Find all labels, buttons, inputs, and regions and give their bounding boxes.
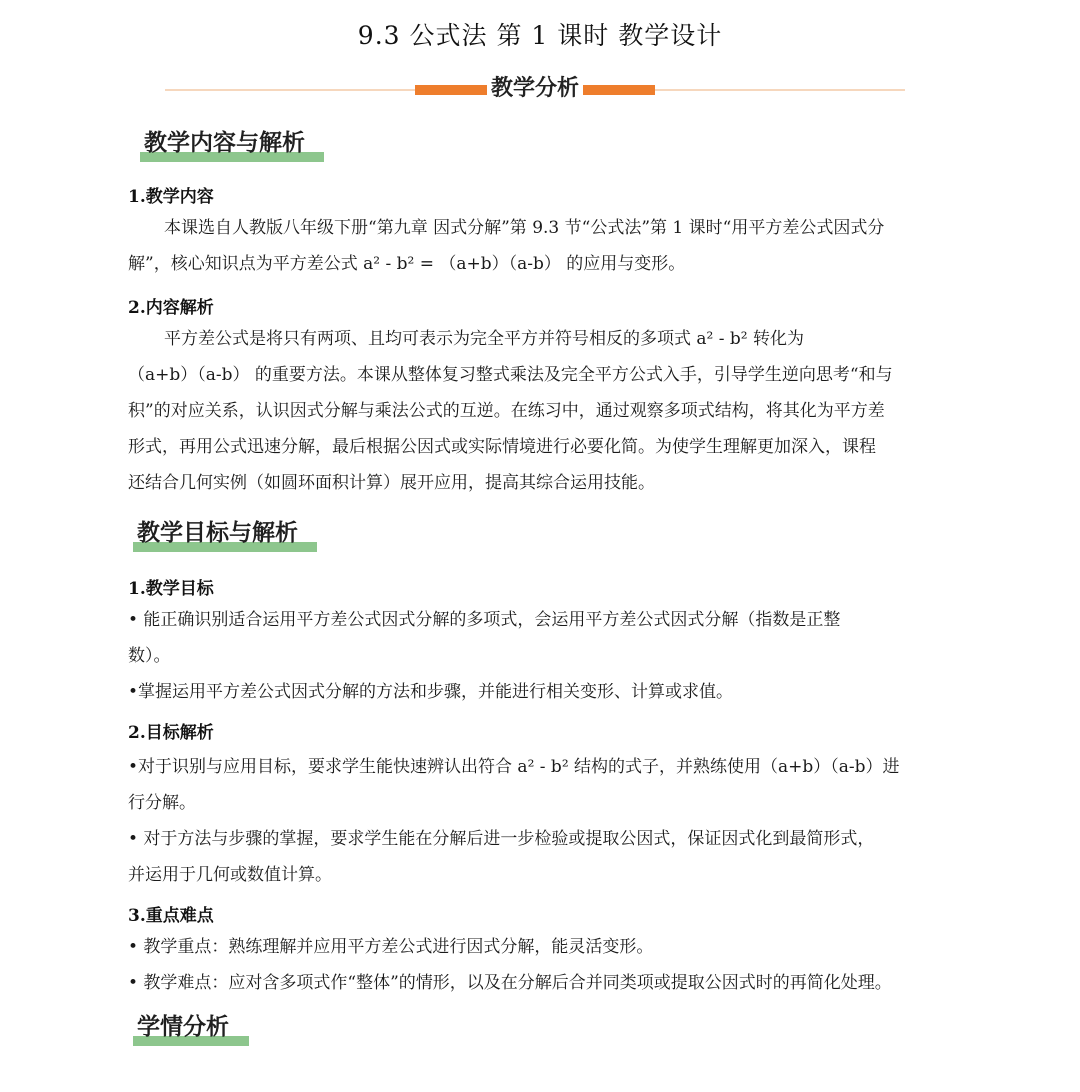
paragraph-line: • 对于方法与步骤的掌握，要求学生能在分解后进一步检验或提取公因式，保证因式化到最简形式， (128, 829, 875, 849)
paragraph-content-analysis (128, 321, 958, 501)
banner-label: 教学分析 (487, 72, 583, 108)
paragraph-line: 形式，再用公式迅速分解，最后根据公因式或实际情境进行必要化简。为使学生理解更加深入，课程 (128, 437, 876, 457)
heading-learner-analysis: 学情分析 (133, 1012, 251, 1046)
subheading-key-points: 3.重点难点 (128, 906, 214, 926)
paragraph-line: 并运用于几何或数值计算。 (128, 865, 332, 885)
paragraph-goal-analysis (128, 749, 958, 893)
document-title: 9.3 公式法 第 1 课时 教学设计 (357, 21, 723, 50)
banner-right-bar (583, 85, 655, 95)
paragraph-line: •掌握运用平方差公式因式分解的方法和步骤，并能进行相关变形、计算或求值。 (128, 682, 734, 702)
subheading-goal-analysis: 2.目标解析 (128, 723, 214, 743)
paragraph-line: • 教学重点：熟练理解并应用平方差公式进行因式分解，能灵活变形。 (128, 937, 654, 957)
paragraph-line: 还结合几何实例（如圆环面积计算）展开应用，提高其综合运用技能。 (128, 473, 655, 493)
heading-teaching-content: 教学内容与解析 (140, 128, 326, 162)
paragraph-line: 数）。 (128, 646, 171, 666)
paragraph-line: 行分解。 (128, 793, 196, 813)
paragraph-key-points (128, 929, 958, 1001)
paragraph-content (128, 210, 958, 282)
paragraph-line: 积”的对应关系，认识因式分解与乘法公式的互逆。在练习中，通过观察多项式结构，将其化为平方差 (128, 401, 885, 421)
paragraph-line: 平方差公式是将只有两项、且均可表示为完全平方并符号相反的多项式 a² - b² 转化为 (164, 329, 805, 349)
subheading-goals: 1.教学目标 (128, 579, 214, 599)
paragraph-line: • 能正确识别适合运用平方差公式因式分解的多项式，会运用平方差公式因式分解（指数是正整 (128, 610, 841, 630)
section-banner (165, 72, 905, 108)
banner-left-bar (415, 85, 487, 95)
heading-teaching-goals: 教学目标与解析 (133, 518, 319, 552)
paragraph-goals (128, 602, 958, 710)
paragraph-line: 本课选自人教版八年级下册“第九章 因式分解”第 9.3 节“公式法”第 1 课时“用平方差公式因式分 (164, 218, 885, 238)
paragraph-line: •对于识别与应用目标，要求学生能快速辨认出符合 a² - b² 结构的式子，并熟练使用（a+b）（a-b）进 (128, 757, 900, 777)
paragraph-line: （a+b）（a-b） 的重要方法。本课从整体复习整式乘法及完全平方公式入手，引导学生逆向思考“和与 (128, 365, 893, 385)
paragraph-line: • 教学难点：应对含多项式作“整体”的情形，以及在分解后合并同类项或提取公因式时的再简化处理。 (128, 973, 892, 993)
subheading-content: 1.教学内容 (128, 187, 214, 207)
subheading-content-analysis: 2.内容解析 (128, 298, 214, 318)
paragraph-line: 解”，核心知识点为平方差公式 a² - b² = （a+b）（a-b） 的应用与变形。 (128, 254, 686, 274)
